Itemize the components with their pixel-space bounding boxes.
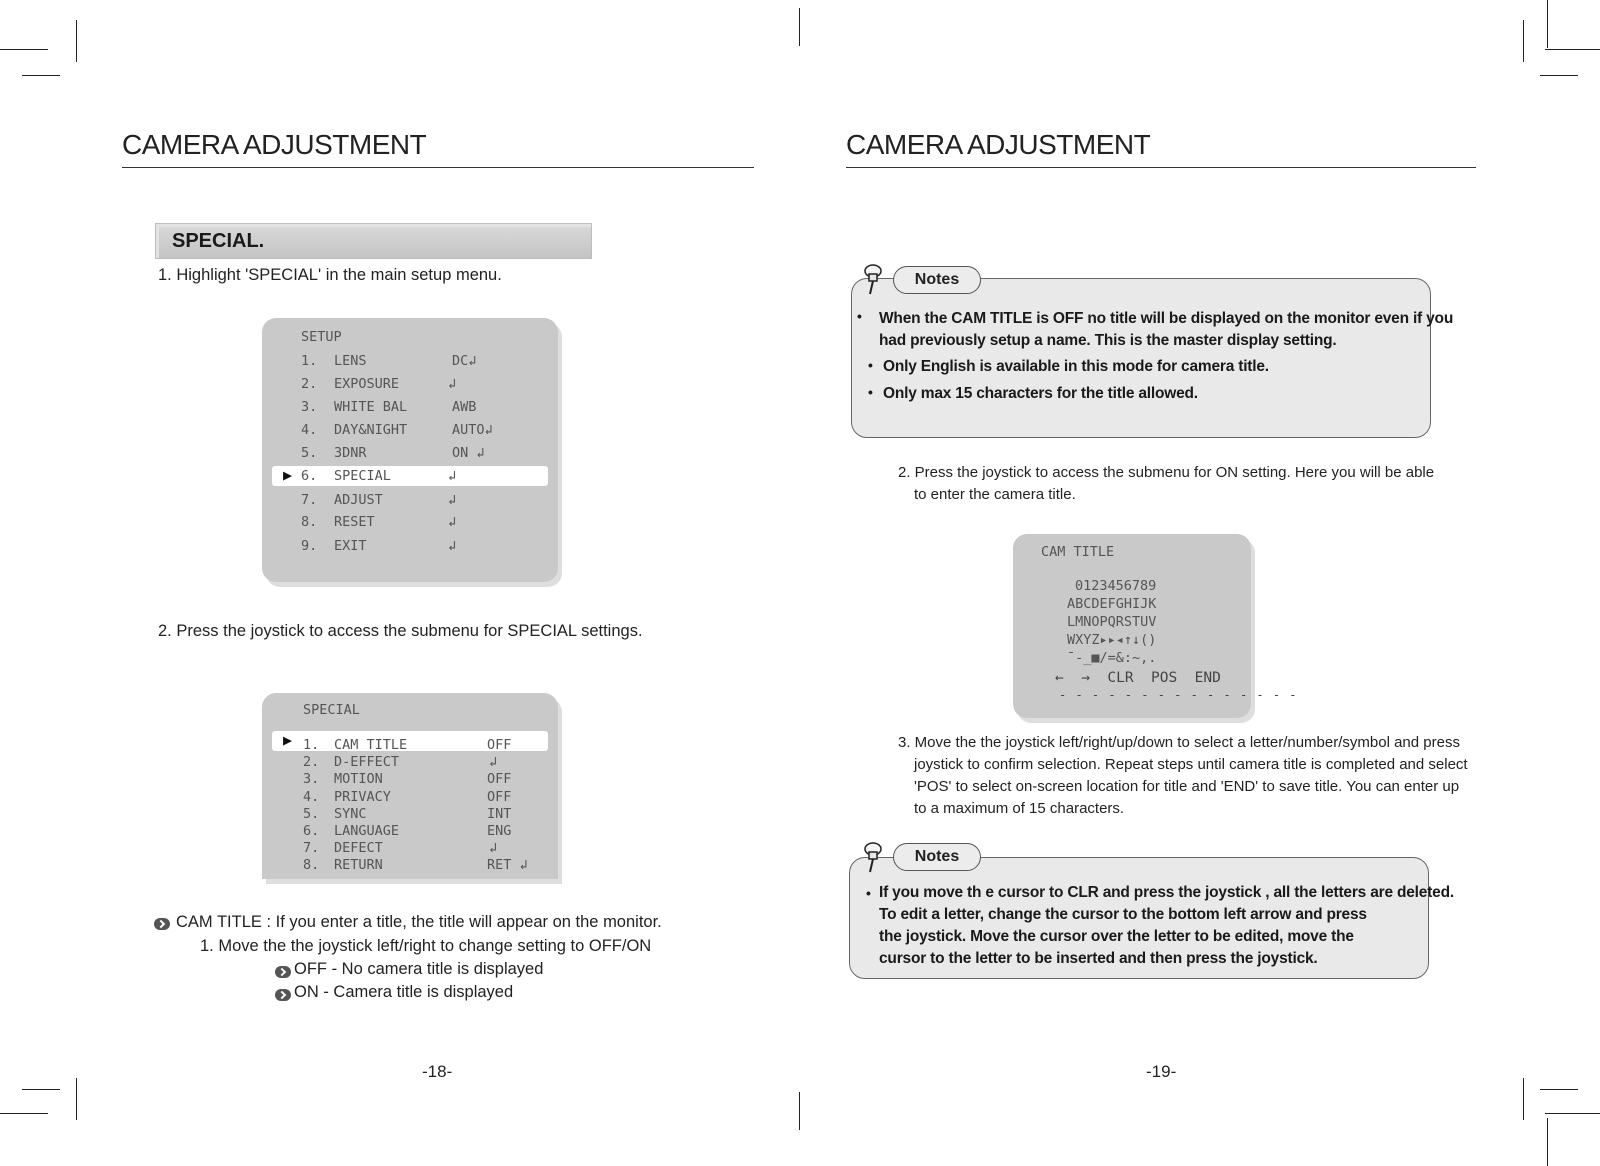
page-title-right: CAMERA ADJUSTMENT	[846, 129, 1151, 160]
setup-menu-header: SETUP	[301, 329, 342, 345]
menu-item-value: ↲	[448, 376, 457, 392]
menu-item-num: 7.	[303, 840, 320, 856]
cam-title-controls: ← → CLR POS END	[1055, 670, 1221, 686]
menu-item-num: 4.	[301, 422, 318, 438]
menu-item-value: OFF	[487, 737, 512, 753]
option-off-text: OFF - No camera title is displayed	[294, 960, 544, 978]
step-3-line: joystick to confirm selection. Repeat steps until camera title is completed and select	[914, 756, 1468, 773]
bullet: •	[866, 885, 871, 901]
cam-title-step: 1. Move the the joystick left/right to change setting to OFF/ON	[200, 937, 652, 955]
crop-mark	[0, 1113, 48, 1114]
menu-item-label: EXPOSURE	[334, 376, 400, 392]
step-3-line: 3. Move the the joystick left/right/up/down to select a letter/number/symbol and press	[898, 734, 1460, 751]
bullet: •	[868, 384, 873, 400]
section-title: SPECIAL.	[172, 230, 265, 252]
menu-item-value: AWB	[452, 399, 477, 415]
menu-item-label: RESET	[334, 514, 375, 530]
crop-mark	[76, 1078, 77, 1120]
menu-item-value: ON ↲	[452, 445, 485, 461]
menu-item-label: SPECIAL	[334, 468, 391, 484]
arrow-bullet-icon	[275, 966, 291, 978]
char-row: 0123456789	[1075, 578, 1157, 594]
menu-item-num: 2.	[301, 376, 318, 392]
page-number-right: -19-	[1146, 1062, 1177, 1081]
step-3-line: to a maximum of 15 characters.	[914, 800, 1125, 817]
pointer-icon: ▶	[283, 466, 293, 484]
menu-item-num: 9.	[301, 538, 318, 554]
page-number-left: -18-	[422, 1062, 453, 1081]
step-1-text: 1. Highlight 'SPECIAL' in the main setup menu.	[158, 266, 502, 284]
bullet: •	[868, 357, 873, 373]
note-line: To edit a letter, change the cursor to the bottom left arrow and press	[879, 906, 1367, 923]
title-placeholder-dashes: - - - - - - - - - - - - - - -	[1059, 688, 1298, 702]
menu-item-value: ↲	[448, 492, 457, 508]
note-line: Only max 15 characters for the title allowed.	[883, 385, 1198, 402]
menu-item-label: LANGUAGE	[334, 823, 400, 839]
char-row: ABCDEFGHIJK	[1067, 596, 1157, 612]
menu-item-label: EXIT	[334, 538, 367, 554]
crop-mark	[1540, 75, 1578, 76]
note-line: the joystick. Move the cursor over the letter to be edited, move the	[879, 928, 1354, 945]
menu-item-num: 8.	[301, 514, 318, 530]
pushpin-icon	[858, 262, 888, 296]
menu-item-num: 7.	[301, 492, 318, 508]
arrow-bullet-icon	[154, 918, 170, 930]
char-row: ¯-_■/=&:~,.	[1067, 650, 1157, 666]
option-on-text: ON - Camera title is displayed	[294, 983, 514, 1001]
menu-item-label: MOTION	[334, 771, 383, 787]
bullet: •	[857, 308, 862, 324]
crop-mark	[1547, 0, 1548, 48]
menu-item-value: ↲	[448, 538, 457, 554]
crop-mark	[1523, 20, 1524, 62]
crop-mark	[22, 1089, 60, 1090]
notes-label: Notes	[893, 266, 981, 294]
menu-item-num: 5.	[301, 445, 318, 461]
menu-item-num: 3.	[301, 399, 318, 415]
crop-mark	[76, 20, 77, 62]
menu-item-num: 6.	[303, 823, 320, 839]
crop-mark	[1540, 1089, 1578, 1090]
crop-mark	[1523, 1078, 1524, 1120]
menu-item-num: 4.	[303, 789, 320, 805]
menu-item-num: 8.	[303, 857, 320, 873]
crop-mark	[799, 8, 800, 46]
menu-item-value: DC↲	[452, 353, 477, 369]
menu-item-label: DAY&NIGHT	[334, 422, 408, 438]
note-line: When the CAM TITLE is OFF no title will be displayed on the monitor even if you	[879, 310, 1454, 327]
menu-item-label: 3DNR	[334, 445, 367, 461]
char-row: LMNOPQRSTUV	[1067, 614, 1157, 630]
menu-item-num: 1.	[303, 737, 320, 753]
step-2-right-line: 2. Press the joystick to access the submenu for ON setting. Here you will be able	[898, 464, 1435, 481]
menu-item-label: PRIVACY	[334, 789, 391, 805]
crop-mark	[22, 75, 60, 76]
crop-mark	[1547, 1118, 1548, 1166]
note-line: If you move th e cursor to CLR and press the joystick , all the letters are deleted.	[879, 884, 1454, 901]
crop-mark	[799, 1092, 800, 1130]
menu-item-value: OFF	[487, 789, 512, 805]
pointer-icon: ▶	[283, 731, 293, 749]
step-2-right-line: to enter the camera title.	[914, 486, 1076, 503]
menu-item-label: RETURN	[334, 857, 383, 873]
menu-item-value: ↲	[489, 754, 498, 770]
menu-item-value: AUTO↲	[452, 422, 493, 438]
arrow-bullet-icon	[275, 989, 291, 1001]
special-menu-header: SPECIAL	[303, 702, 360, 718]
step-2-text: 2. Press the joystick to access the submenu for SPECIAL settings.	[158, 622, 643, 640]
title-rule	[122, 167, 754, 168]
crop-mark	[1545, 1113, 1600, 1114]
menu-item-num: 1.	[301, 353, 318, 369]
cam-title-header: CAM TITLE	[1041, 544, 1115, 560]
char-row: WXYZ▸▸◂↑↓()	[1067, 632, 1157, 648]
menu-item-num: 2.	[303, 754, 320, 770]
menu-item-value: ↲	[448, 468, 457, 484]
note-line: had previously setup a name. This is the master display setting.	[879, 332, 1337, 349]
notes-label: Notes	[893, 843, 981, 871]
menu-item-value: ↲	[448, 514, 457, 530]
page-title-left: CAMERA ADJUSTMENT	[122, 129, 427, 160]
menu-item-value: RET ↲	[487, 857, 528, 873]
menu-item-label: LENS	[334, 353, 367, 369]
crop-mark	[1545, 49, 1600, 50]
menu-item-value: ↲	[489, 840, 498, 856]
crop-mark	[0, 49, 48, 50]
menu-item-label: D-EFFECT	[334, 754, 400, 770]
menu-item-num: 6.	[301, 468, 318, 484]
section-header	[155, 223, 592, 259]
cam-title-screen	[1013, 534, 1298, 718]
menu-item-label: DEFECT	[334, 840, 383, 856]
menu-item-label: CAM TITLE	[334, 737, 408, 753]
special-menu-screen	[262, 693, 558, 879]
menu-item-value: INT	[487, 806, 512, 822]
menu-item-label: SYNC	[334, 806, 367, 822]
menu-item-num: 3.	[303, 771, 320, 787]
step-3-line: 'POS' to select on-screen location for title and 'END' to save title. You can enter up	[914, 778, 1460, 795]
pushpin-icon	[858, 840, 888, 874]
menu-item-label: ADJUST	[334, 492, 383, 508]
menu-item-value: OFF	[487, 771, 512, 787]
title-rule	[846, 167, 1476, 168]
menu-item-value: ENG	[487, 823, 512, 839]
note-line: cursor to the letter to be inserted and then press the joystick.	[879, 950, 1318, 967]
cam-title-description: CAM TITLE : If you enter a title, the title will appear on the monitor.	[176, 913, 662, 931]
menu-item-num: 5.	[303, 806, 320, 822]
menu-item-label: WHITE BAL	[334, 399, 408, 415]
setup-menu-screen	[262, 318, 558, 582]
note-line: Only English is available in this mode for camera title.	[883, 358, 1269, 375]
